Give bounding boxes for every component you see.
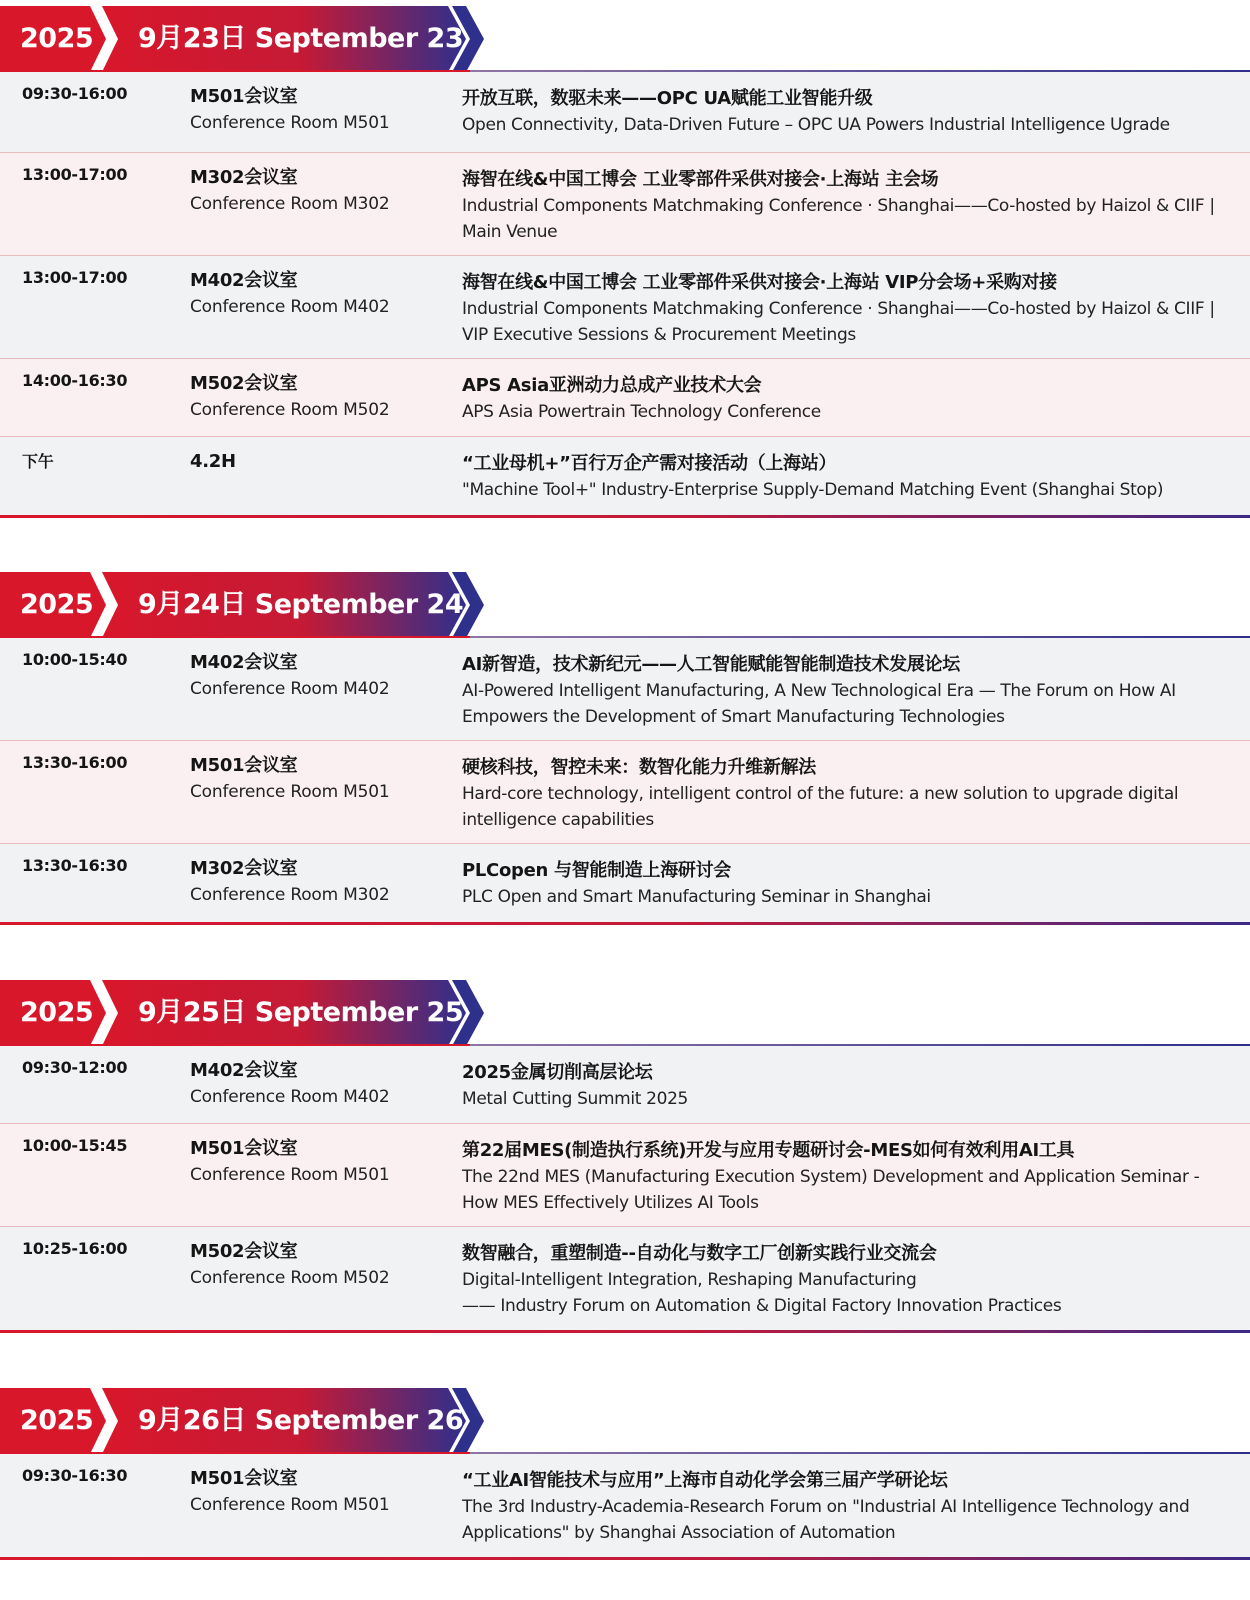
room-cn: M402会议室 <box>190 270 298 291</box>
banner-year: 2025 <box>20 1405 94 1436</box>
session-time: 10:00-15:45 <box>22 1136 128 1155</box>
title-en-line: intelligence capabilities <box>462 810 654 830</box>
title-en-line: Applications" by Shanghai Association of Automation <box>462 1523 896 1543</box>
room-cn: M502会议室 <box>190 1241 298 1262</box>
title-en-line: AI-Powered Intelligent Manufacturing, A New Technological Era — The Forum on How AI <box>462 681 1176 701</box>
schedule-table <box>0 72 1250 515</box>
title-en-line: PLC Open and Smart Manufacturing Seminar in Shanghai <box>462 887 931 907</box>
session-room <box>190 165 440 217</box>
room-cn: M402会议室 <box>190 652 298 673</box>
title-en <box>462 884 1232 910</box>
table-row <box>0 1227 1250 1330</box>
room-cn: 4.2H <box>190 451 236 472</box>
session-title <box>462 1138 1232 1216</box>
section-divider <box>0 922 1250 925</box>
title-cn: 硬核科技，智控未来：数智化能力升维新解法 <box>462 757 816 778</box>
room-en: Conference Room M501 <box>190 1165 390 1185</box>
room-cn: M501会议室 <box>190 86 298 107</box>
session-time: 14:00-16:30 <box>22 371 128 390</box>
banner-date: 9月25日 September 25 <box>138 997 464 1028</box>
title-cn: AI新智造，技术新纪元——人工智能赋能智能制造技术发展论坛 <box>462 654 960 675</box>
table-row <box>0 1454 1250 1557</box>
date-banner <box>0 6 1250 72</box>
room-en: Conference Room M402 <box>190 1087 390 1107</box>
room-en: Conference Room M402 <box>190 297 390 317</box>
session-time: 下午 <box>22 452 54 471</box>
title-en-line: Main Venue <box>462 222 558 242</box>
session-time: 09:30-12:00 <box>22 1058 128 1077</box>
session-title <box>462 86 1232 138</box>
title-en-line: VIP Executive Sessions & Procurement Meetings <box>462 325 856 345</box>
room-en: Conference Room M501 <box>190 782 390 802</box>
session-title <box>462 270 1232 348</box>
room-cn: M302会议室 <box>190 858 298 879</box>
date-banner <box>0 1388 1250 1454</box>
session-time: 13:00-17:00 <box>22 268 128 287</box>
room-en: Conference Room M402 <box>190 679 390 699</box>
session-room <box>190 1058 440 1110</box>
room-cn: M501会议室 <box>190 1138 298 1159</box>
session-title <box>462 858 1232 910</box>
table-row <box>0 437 1250 515</box>
title-en <box>462 1164 1232 1216</box>
session-time: 13:30-16:30 <box>22 856 128 875</box>
title-en <box>462 193 1232 245</box>
title-en-line: How MES Effectively Utilizes AI Tools <box>462 1193 759 1213</box>
session-time: 10:25-16:00 <box>22 1239 128 1258</box>
session-room <box>190 371 440 423</box>
session-title <box>462 1241 1232 1319</box>
title-en-line: Metal Cutting Summit 2025 <box>462 1089 688 1109</box>
session-title <box>462 167 1232 245</box>
day-section <box>0 6 1250 518</box>
title-cn: APS Asia亚洲动力总成产业技术大会 <box>462 375 762 396</box>
title-en <box>462 112 1232 138</box>
title-cn: 第22届MES(制造执行系统)开发与应用专题研讨会-MES如何有效利用AI工具 <box>462 1140 1075 1161</box>
title-cn: 2025金属切削高层论坛 <box>462 1062 653 1083</box>
room-en: Conference Room M501 <box>190 1495 390 1515</box>
title-en-line: "Machine Tool+" Industry-Enterprise Supply-Demand Matching Event (Shanghai Stop) <box>462 480 1164 500</box>
title-en <box>462 477 1232 503</box>
table-row <box>0 741 1250 844</box>
banner-date: 9月26日 September 26 <box>138 1405 464 1436</box>
section-divider <box>0 1330 1250 1333</box>
title-cn: 海智在线&中国工博会 工业零部件采供对接会·上海站 主会场 <box>462 169 939 190</box>
session-room <box>190 1466 440 1518</box>
room-cn: M502会议室 <box>190 373 298 394</box>
title-cn: 海智在线&中国工博会 工业零部件采供对接会·上海站 VIP分会场+采购对接 <box>462 272 1057 293</box>
title-en <box>462 678 1232 730</box>
title-en <box>462 296 1232 348</box>
room-cn: M402会议室 <box>190 1060 298 1081</box>
banner-date: 9月23日 September 23 <box>138 23 464 54</box>
session-room <box>190 268 440 320</box>
title-cn: “工业母机+”百行万企产需对接活动（上海站） <box>462 453 837 474</box>
banner-year: 2025 <box>20 589 94 620</box>
date-banner <box>0 572 1250 638</box>
date-banner <box>0 980 1250 1046</box>
session-title <box>462 373 1232 425</box>
room-en: Conference Room M502 <box>190 1268 390 1288</box>
session-time: 10:00-15:40 <box>22 650 128 669</box>
title-en <box>462 1267 1232 1319</box>
title-en-line: Hard-core technology, intelligent control of the future: a new solution to upgrade digital <box>462 784 1179 804</box>
title-en <box>462 1494 1232 1546</box>
title-cn: 开放互联，数驱未来——OPC UA赋能工业智能升级 <box>462 88 873 109</box>
section-divider <box>0 515 1250 518</box>
session-room <box>190 1239 440 1291</box>
title-en-line: The 3rd Industry-Academia-Research Forum on "Industrial AI Intelligence Technology and <box>462 1497 1190 1517</box>
title-en-line: The 22nd MES (Manufacturing Execution System) Development and Application Seminar - <box>462 1167 1200 1187</box>
title-en <box>462 1086 1232 1112</box>
session-title <box>462 1060 1232 1112</box>
session-time: 09:30-16:30 <box>22 1466 128 1485</box>
table-row <box>0 1124 1250 1227</box>
section-divider <box>0 1557 1250 1560</box>
title-en-line: —— Industry Forum on Automation & Digital Factory Innovation Practices <box>462 1296 1062 1316</box>
room-en: Conference Room M502 <box>190 400 390 420</box>
table-row <box>0 72 1250 153</box>
table-row <box>0 153 1250 256</box>
room-en: Conference Room M302 <box>190 194 390 214</box>
day-section <box>0 980 1250 1333</box>
room-cn: M302会议室 <box>190 167 298 188</box>
session-title <box>462 755 1232 833</box>
table-row <box>0 638 1250 741</box>
session-time: 13:30-16:00 <box>22 753 128 772</box>
banner-year: 2025 <box>20 997 94 1028</box>
banner-date: 9月24日 September 24 <box>138 589 464 620</box>
session-title <box>462 451 1232 503</box>
session-room <box>190 84 440 136</box>
session-time: 09:30-16:00 <box>22 84 128 103</box>
session-title <box>462 1468 1232 1546</box>
schedule-table <box>0 1454 1250 1557</box>
title-cn: “工业AI智能技术与应用”上海市自动化学会第三届产学研论坛 <box>462 1470 948 1491</box>
day-section <box>0 1388 1250 1560</box>
title-cn: 数智融合，重塑制造--自动化与数字工厂创新实践行业交流会 <box>462 1243 937 1264</box>
session-room <box>190 449 440 475</box>
title-en <box>462 399 1232 425</box>
title-en-line: Empowers the Development of Smart Manufacturing Technologies <box>462 707 1005 727</box>
title-cn: PLCopen 与智能制造上海研讨会 <box>462 860 732 881</box>
title-en-line: APS Asia Powertrain Technology Conference <box>462 402 821 422</box>
title-en-line: Digital-Intelligent Integration, Reshaping Manufacturing <box>462 1270 917 1290</box>
title-en-line: Open Connectivity, Data-Driven Future – OPC UA Powers Industrial Intelligence Ugrade <box>462 115 1170 135</box>
session-room <box>190 1136 440 1188</box>
session-room <box>190 753 440 805</box>
table-row <box>0 256 1250 359</box>
session-room <box>190 650 440 702</box>
table-row <box>0 844 1250 922</box>
session-room <box>190 856 440 908</box>
room-en: Conference Room M501 <box>190 113 390 133</box>
title-en-line: Industrial Components Matchmaking Conference · Shanghai——Co-hosted by Haizol & CIIF | <box>462 196 1215 216</box>
banner-year: 2025 <box>20 23 94 54</box>
table-row <box>0 359 1250 437</box>
room-cn: M501会议室 <box>190 1468 298 1489</box>
session-time: 13:00-17:00 <box>22 165 128 184</box>
room-en: Conference Room M302 <box>190 885 390 905</box>
day-section <box>0 572 1250 925</box>
title-en-line: Industrial Components Matchmaking Conference · Shanghai——Co-hosted by Haizol & CIIF | <box>462 299 1215 319</box>
schedule-table <box>0 1046 1250 1330</box>
schedule-table <box>0 638 1250 922</box>
room-cn: M501会议室 <box>190 755 298 776</box>
session-title <box>462 652 1232 730</box>
table-row <box>0 1046 1250 1124</box>
title-en <box>462 781 1232 833</box>
